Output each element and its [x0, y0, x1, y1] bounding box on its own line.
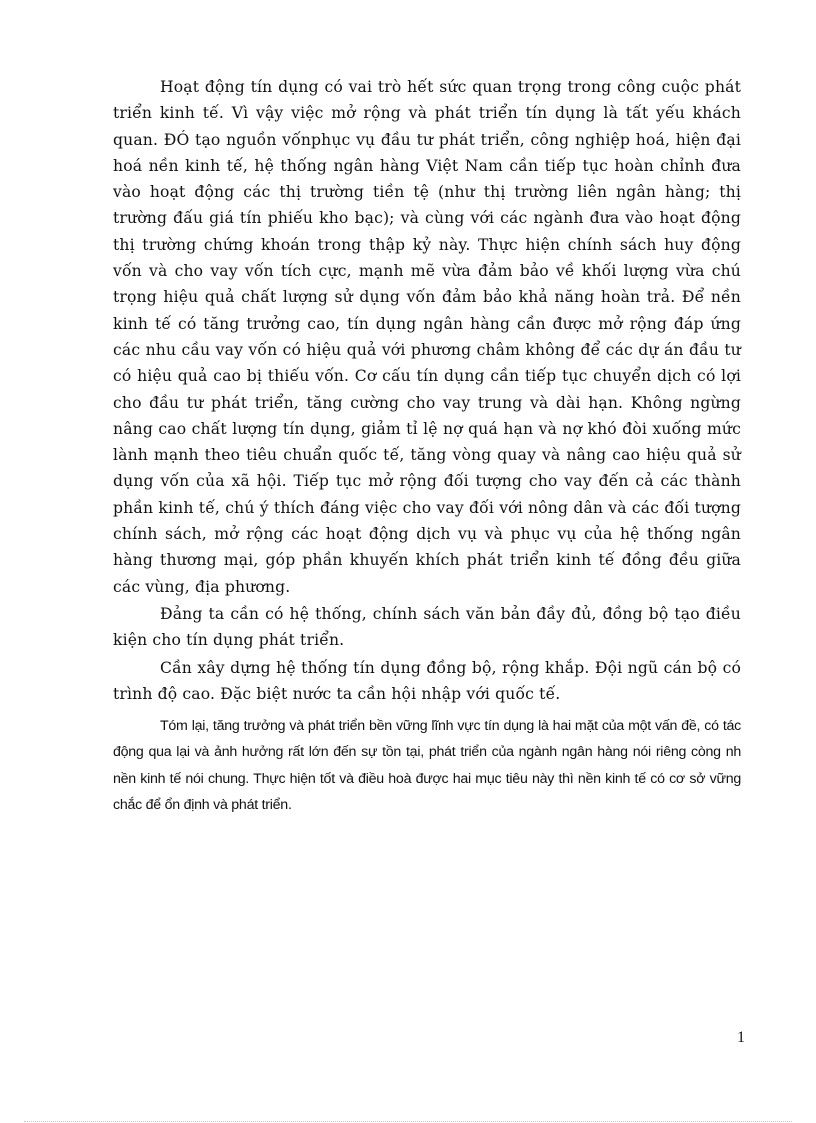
page-number: 1: [737, 1029, 745, 1046]
paragraph-party-policy: Đảng ta cần có hệ thống, chính sách văn bản đầy đủ, đồng bộ tạo điều kiện cho tín dụng phát triển.: [113, 604, 741, 650]
body-text: [113, 74, 741, 818]
page-bottom-border: [24, 1121, 792, 1122]
paragraph-credit-role: Hoạt động tín dụng có vai trò hết sức quan trọng trong công cuộc phát triển kinh tế. Vì vậy việc mở rộng và phát triển tín dụng là tất yếu khách quan. ĐÓ tạo nguồn vốnphục vụ đầu tư phát triển, công nghiệp hoá, hiện đại hoá nền kinh tế, hệ thống ngân hàng Việt Nam cần tiếp tục hoàn chỉnh đưa vào hoạt động các thị trường tiền tệ (như thị trường liên ngân hàng; thị trường đấu giá tín phiếu kho bạc); và cùng với các ngành đưa vào hoạt động thị trường chứng khoán trong thập kỷ này. Thực hiện chính sách huy động vốn và cho vay vốn tích cực, mạnh mẽ vừa đảm bảo về khối lượng vừa chú trọng hiệu quả chất lượng sử dụng vốn đảm bảo khả năng hoàn trả. Để nền kinh tế có tăng trưởng cao, tín dụng ngân hàng cần được mở rộng đáp ứng các nhu cầu vay vốn có hiệu quả với phương châm không để các dự án đầu tư có hiệu quả cao bị thiếu vốn. Cơ cấu tín dụng cần tiếp tục chuyển dịch có lợi cho đầu tư phát triển, tăng cường cho vay trung và dài hạn. Không ngừng nâng cao chất lượng tín dụng, giảm tỉ lệ nợ quá hạn và nợ khó đòi xuống mức lành mạnh theo tiêu chuẩn quốc tế, tăng vòng quay và nâng cao hiệu quả sử dụng vốn của xã hội. Tiếp tục mở rộng đối tượng cho vay đến cả các thành phần kinh tế, chú ý thích đáng việc cho vay đối với nông dân và các đối tượng chính sách, mở rộng các hoạt động dịch vụ và phục vụ của hệ thống ngân hàng thương mại, góp phần khuyến khích phát triển kinh tế đồng đều giữa các vùng, địa phương.: [113, 78, 741, 596]
paragraph-conclusion: Tóm lại, tăng trưởng và phát triển bền vững lĩnh vực tín dụng là hai mặt của một vấn đề, có tác động qua lại và ảnh hưởng rất lớn đến sự tồn tại, phát triển của ngành ngân hàng nói riêng còng nh nền kinh tế nói chung. Thực hiện tốt và điều hoà được hai mục tiêu này thì nền kinh tế có cơ sở vững chắc để ổn định và phát triển.: [113, 718, 741, 814]
paragraph-credit-system: Cần xây dựng hệ thống tín dụng đồng bộ, rộng khắp. Đội ngũ cán bộ có trình độ cao. Đặc biệt nước ta cần hội nhập với quốc tế.: [113, 658, 741, 703]
